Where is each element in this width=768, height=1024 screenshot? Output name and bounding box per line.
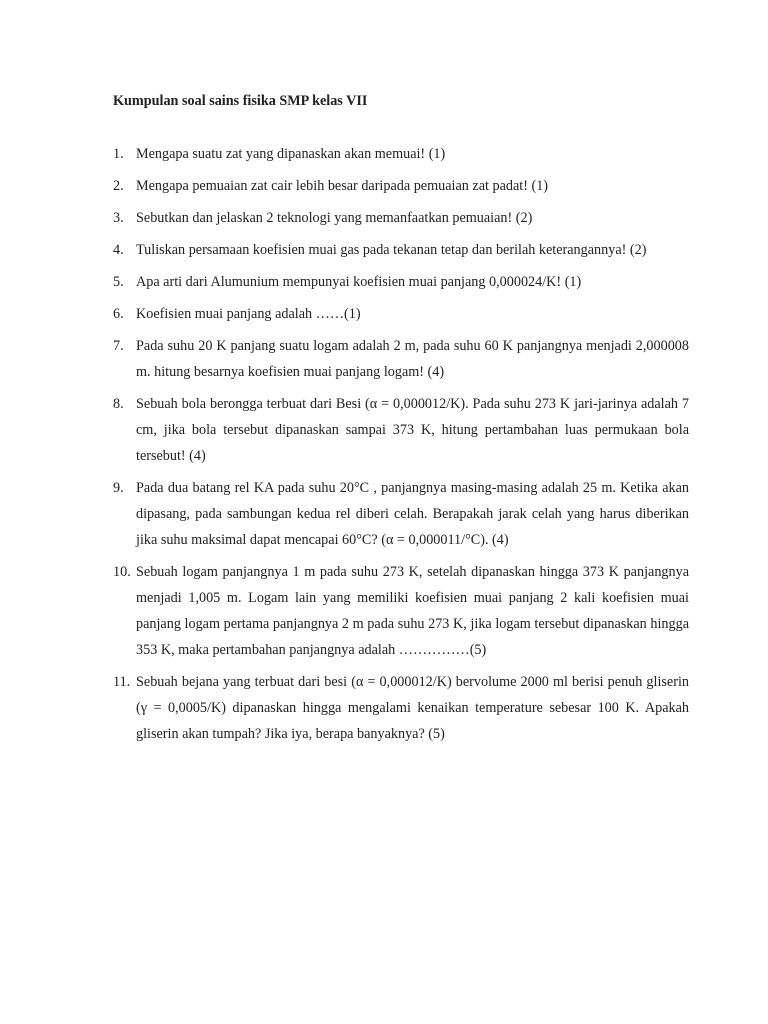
question-number: 5. bbox=[113, 274, 124, 290]
question-number: 1. bbox=[113, 146, 124, 162]
question-number: 10. bbox=[113, 564, 131, 580]
question-number: 4. bbox=[113, 242, 124, 258]
question-item bbox=[113, 333, 689, 385]
question-item bbox=[113, 669, 689, 747]
question-text: Koefisien muai panjang adalah ……(1) bbox=[136, 306, 361, 322]
question-number: 8. bbox=[113, 396, 124, 412]
question-text: Sebutkan dan jelaskan 2 teknologi yang memanfaatkan pemuaian! (2) bbox=[136, 210, 533, 226]
question-item bbox=[113, 269, 689, 295]
question-text: Sebuah logam panjangnya 1 m pada suhu 273 K, setelah dipanaskan hingga 373 K panjangnya menjadi 1,005 m. Logam lain yang memiliki koefisien muai panjang 2 kali koefisien muai panjang logam pertama panjangnya 2 m pada suhu 273 K, jika logam tersebut dipanaskan hingga 353 K, maka pertambahan panjangnya adalah ……………(5) bbox=[136, 564, 689, 658]
question-text: Apa arti dari Alumunium mempunyai koefisien muai panjang 0,000024/K! (1) bbox=[136, 274, 582, 290]
question-text: Sebuah bejana yang terbuat dari besi (α = 0,000012/K) bervolume 2000 ml berisi penuh gliserin (γ = 0,0005/K) dipanaskan hingga mengalami kenaikan temperature sebesar 100 K. Apakah gliserin akan tumpah? Jika iya, berapa banyaknya? (5) bbox=[136, 674, 689, 742]
question-number: 9. bbox=[113, 480, 124, 496]
question-number: 7. bbox=[113, 338, 124, 354]
question-item bbox=[113, 475, 689, 553]
question-text: Sebuah bola berongga terbuat dari Besi (α = 0,000012/K). Pada suhu 273 K jari-jarinya adalah 7 cm, jika bola tersebut dipanaskan sampai 373 K, hitung pertambahan luas permukaan bola tersebut! (4) bbox=[136, 396, 689, 464]
question-text: Pada suhu 20 K panjang suatu logam adalah 2 m, pada suhu 60 K panjangnya menjadi 2,000008 m. hitung besarnya koefisien muai panjang logam! (4) bbox=[136, 338, 689, 380]
document-title: Kumpulan soal sains fisika SMP kelas VII bbox=[113, 93, 368, 109]
question-text: Mengapa pemuaian zat cair lebih besar daripada pemuaian zat padat! (1) bbox=[136, 178, 549, 194]
question-number: 2. bbox=[113, 178, 124, 194]
question-number: 3. bbox=[113, 210, 124, 226]
question-text: Mengapa suatu zat yang dipanaskan akan memuai! (1) bbox=[136, 146, 446, 162]
question-number: 6. bbox=[113, 306, 124, 322]
question-text: Tuliskan persamaan koefisien muai gas pada tekanan tetap dan berilah keterangannya! (2) bbox=[136, 242, 647, 258]
question-item bbox=[113, 559, 689, 663]
question-item bbox=[113, 141, 689, 167]
question-text: Pada dua batang rel KA pada suhu 20°C , panjangnya masing-masing adalah 25 m. Ketika akan dipasang, pada sambungan kedua rel diberi celah. Berapakah jarak celah yang harus diberikan jika suhu maksimal dapat mencapai 60°C? (α = 0,000011/°C). (4) bbox=[136, 480, 689, 548]
question-list bbox=[113, 141, 689, 753]
question-item bbox=[113, 391, 689, 469]
question-item bbox=[113, 173, 689, 199]
question-number: 11. bbox=[113, 674, 131, 690]
question-item bbox=[113, 301, 689, 327]
question-item bbox=[113, 237, 689, 263]
question-item bbox=[113, 205, 689, 231]
